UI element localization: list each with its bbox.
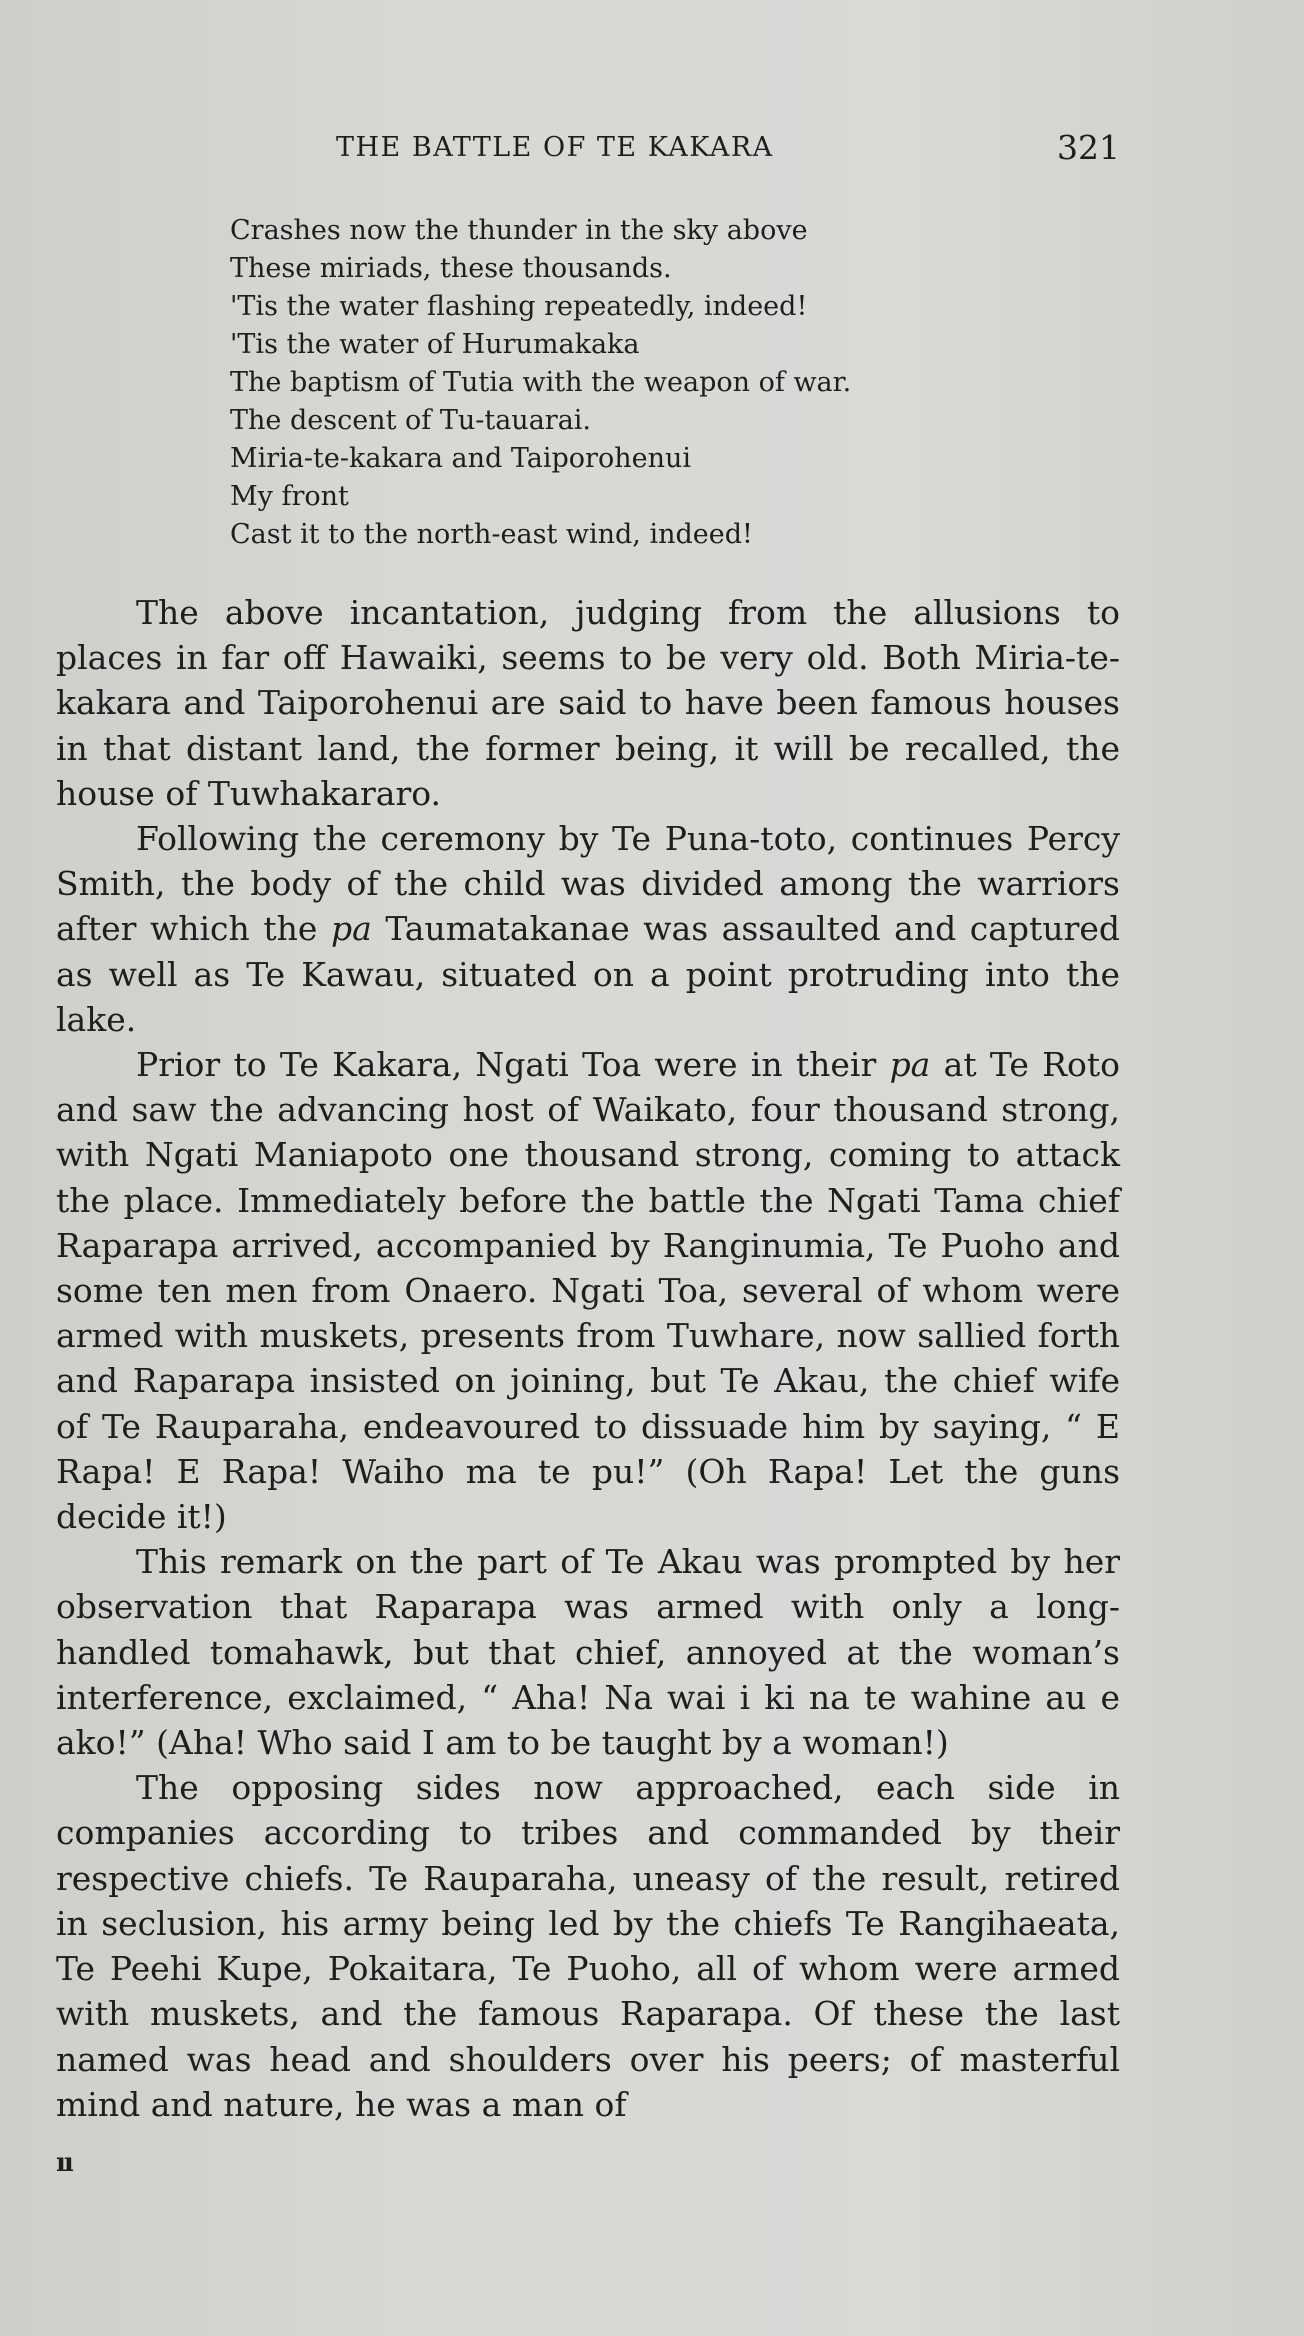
verse-line: 'Tis the water of Hurumakaka: [230, 329, 640, 360]
verse-line: 'Tis the water flashing repeatedly, indeed!: [230, 291, 808, 322]
page-number: 321: [1057, 128, 1120, 167]
verse-line: The descent of Tu-tauarai.: [230, 405, 592, 436]
printer-signature-mark: ıı: [56, 2148, 72, 2178]
paragraph: The above incantation, judging from the allusions to places in far off Hawaiki, seems to be very old. Both Miria-te-kakara and Taiporohenui are said to have been famous houses in that distant land, the former being, it will be recalled, the house of Tuwhakararo.: [56, 593, 1120, 813]
verse-line: Miria-te-kakara and Taiporohenui: [230, 443, 691, 474]
paragraph: Following the ceremony by Te Puna-toto, continues Percy Smith, the body of the child was divided among the warriors after which the pa Taumatakanae was assaulted and captured as well as Te Kawau, situated on a point protruding into the lake.: [56, 819, 1120, 1039]
verse-line: These miriads, these thousands.: [230, 253, 672, 284]
verse-line: The baptism of Tutia with the weapon of war.: [230, 367, 852, 398]
verse-line: My front: [230, 481, 349, 512]
italic-term: pa: [889, 1045, 931, 1085]
italic-term: pa: [330, 909, 372, 949]
body-text: [56, 590, 1120, 2127]
verse-line: Cast it to the north-east wind, indeed!: [230, 519, 753, 550]
verse-line: Crashes now the thunder in the sky above: [230, 215, 808, 246]
paragraph: This remark on the part of Te Akau was prompted by her observation that Raparapa was armed with only a long-handled tomahawk, but that chief, annoyed at the woman’s interference, exclaimed, “ Aha! Na wai i ki na te wahine au e ako!” (Aha! Who said I am to be taught by a woman!): [56, 1542, 1120, 1763]
paragraph: The opposing sides now approached, each side in companies according to tribes and commanded by their respective chiefs. Te Rauparaha, uneasy of the result, retired in seclusion, his army being led by the chiefs Te Rangihaeata, Te Peehi Kupe, Pokaitara, Te Puoho, all of whom were armed with muskets, and the famous Raparapa. Of these the last named was head and shoulders over his peers; of masterful mind and nature, he was a man of: [56, 1768, 1120, 2124]
running-title: THE BATTLE OF TE KAKARA: [336, 132, 774, 163]
page-header: [56, 128, 1120, 168]
incantation-verse: [230, 212, 1030, 554]
paragraph: Prior to Te Kakara, Ngati Toa were in their pa at Te Roto and saw the advancing host of Waikato, four thousand strong, with Ngati Maniapoto one thousand strong, coming to attack the place. Immediately before the battle the Ngati Tama chief Raparapa arrived, accompanied by Ranginumia, Te Puoho and some ten men from Onaero. Ngati Toa, several of whom were armed with muskets, presents from Tuwhare, now sallied forth and Raparapa insisted on joining, but Te Akau, the chief wife of Te Rauparaha, endeavoured to dissuade him by saying, “ E Rapa! E Rapa! Waiho ma te pu!” (Oh Rapa! Let the guns decide it!): [56, 1045, 1120, 1537]
